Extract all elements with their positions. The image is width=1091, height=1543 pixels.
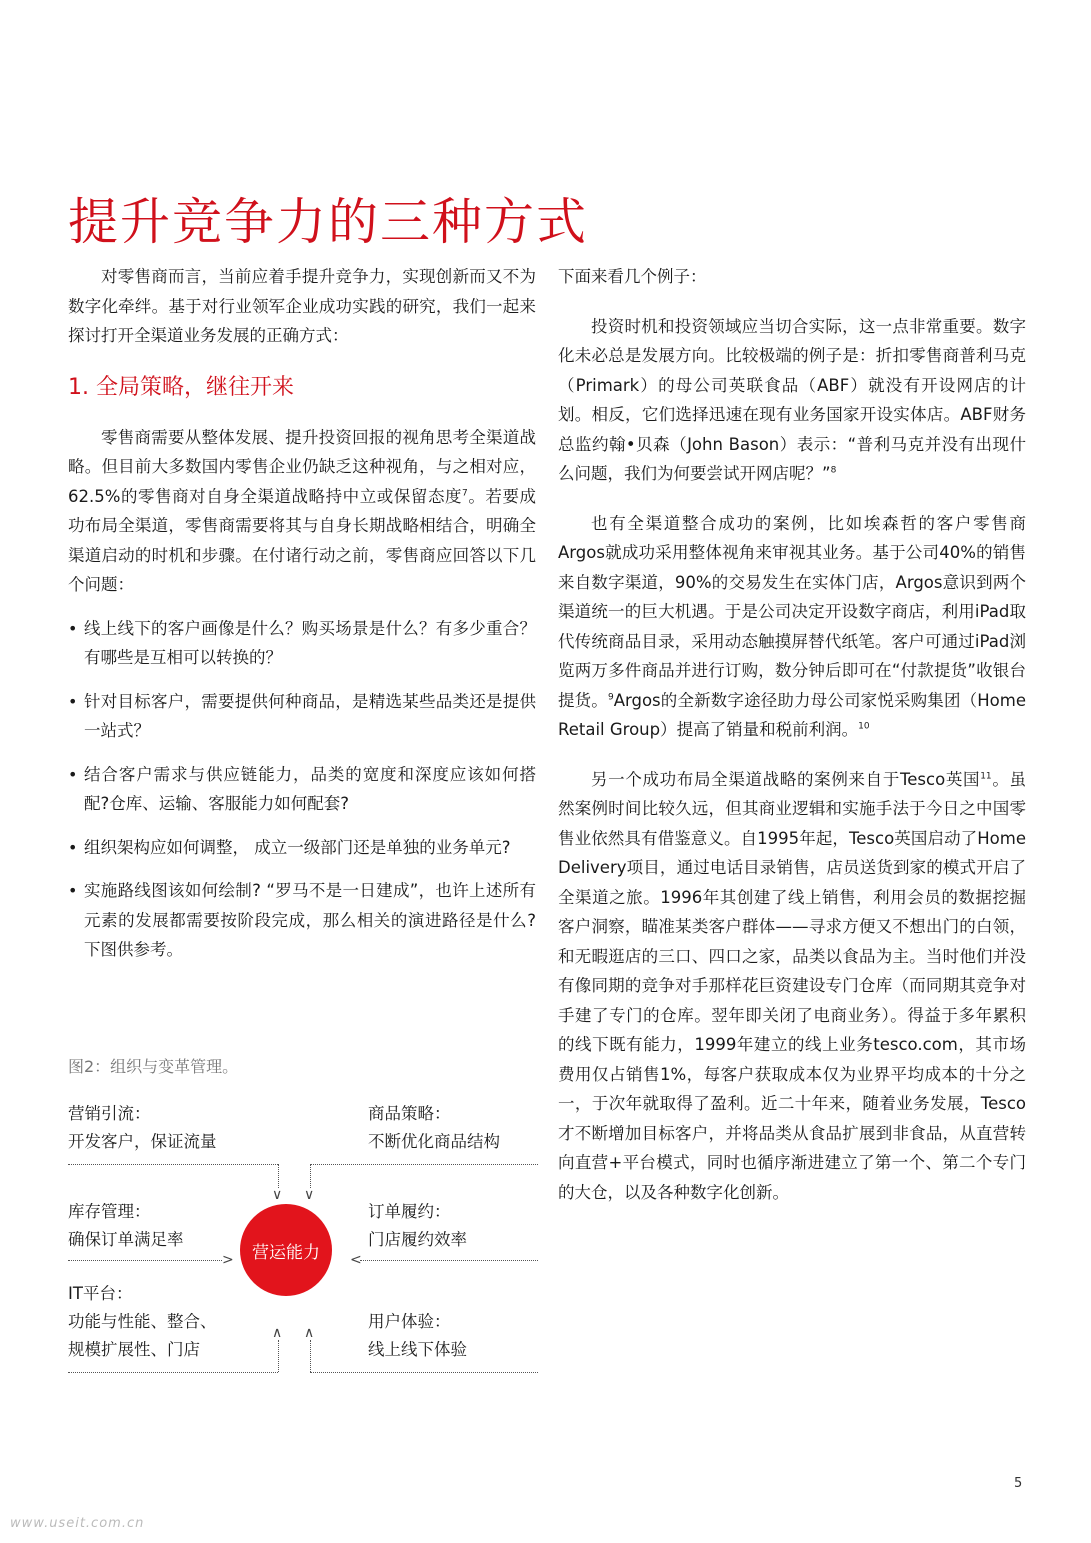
page-title: 提升竞争力的三种方式 (68, 192, 588, 251)
inventory-desc: 确保订单满足率 (68, 1230, 184, 1249)
arrow-up-icon: ∧ (272, 1325, 283, 1341)
marketing-connector (68, 1164, 278, 1165)
ux-connector-v (310, 1340, 311, 1372)
arrow-down-icon: ∨ (304, 1187, 315, 1203)
tesco-text-a: 另一个成功布局全渠道战略的案例来自于Tesco英国 (591, 769, 981, 789)
it-desc-2: 规模扩展性、门店 (68, 1340, 200, 1359)
list-item: • 实施路线图该如何绘制? “罗马不是一日建成”，也许上述所有元素的发展都需要按阶段完成，那么相关的演进路径是什么? 下图供参考。 (68, 876, 536, 965)
product-title: 商品策略： (368, 1104, 451, 1123)
footnote-ref[interactable]: 8 (830, 465, 837, 476)
strategy-text-a: 零售商需要从整体发展、提升投资回报的视角思考全渠道战略。但目前大多数国内零售企业仍缺乏这种视角，与之相对应，62.5%的零售商对自身全渠道战略持中立或保留态度 (68, 427, 536, 506)
right-column (558, 262, 1026, 1207)
question-list (68, 614, 536, 965)
footnote-ref[interactable]: 10 (858, 721, 870, 732)
examples-intro: 下面来看几个例子： (558, 267, 707, 286)
section-heading: 1. 全局策略，继往开来 (68, 374, 294, 400)
inventory-title: 库存管理： (68, 1202, 151, 1221)
footnote-ref[interactable]: 7 (462, 488, 468, 498)
product-desc: 不断优化商品结构 (368, 1132, 500, 1151)
ux-title: 用户体验： (368, 1312, 451, 1331)
ux-connector (310, 1372, 538, 1373)
argos-text-a: 也有全渠道整合成功的案例，比如埃森哲的客户零售商Argos就成功采用整体视角来审视其业务。基于公司40%的销售来自数字渠道，90%的交易发生在实体门店，Argos意识到两个渠道统一的巨大机遇。于是公司决定开设数字商店，利用iPad取代传统商品目录，采用动态触摸屏替代纸笔。客户可通过iPad浏览两万多件商品并进行订购，数分钟后即可在“付款提货”收银台提货。 (558, 513, 1026, 710)
marketing-desc: 开发客户，保证流量 (68, 1132, 217, 1151)
figure-caption: 图2：组织与变革管理。 (68, 1057, 239, 1076)
list-item: • 针对目标客户，需要提供何种商品，是精选某些品类还是提供一站式？ (68, 687, 536, 746)
org-change-diagram (68, 1100, 538, 1390)
it-title: IT平台： (68, 1284, 133, 1303)
strategy-paragraph (68, 423, 536, 600)
product-connector-v (310, 1164, 311, 1188)
argos-text-b: Argos的全新数字途径助力母公司家悦采购集团（Home Retail Group）提高了销量和税前利润。 (558, 690, 1026, 739)
inventory-connector (68, 1260, 222, 1261)
tesco-text-b: 。虽然案例时间比较久远，但其商业逻辑和实施手法于今日之中国零售业依然具有借鉴意义。自1995年起，Tesco英国启动了Home Delivery项目，通过电话目录销售，店员送货到家的模式开启了全渠道之旅。1996年其创建了线上销售，利用会员的数据挖掘客户洞察，瞄准某类客户群体——寻求方便又不想出门的白领，和无暇逛店的三口、四口之家，品类以食品为主。当时他们并没有像同期的竞争对手那样花巨资建设专门仓库（而同期其竞争对手建了专门的仓库。翌年即关闭了电商业务）。得益于多年累积的线下既有能力，1999年建立的线上业务tesco.com，其市场费用仅占销售1%，每客户获取成本仅为业界平均成本的十分之一，于次年就取得了盈利。近二十年来，随着业务发展，Tesco才不断增加目标客户，并将品类从食品扩展到非食品，从直营转向直营+平台模式，同时也循序渐进建立了第一个、第二个专门的大仓，以及各种数字化创新。 (558, 769, 1026, 1202)
arrow-left-icon: < (350, 1252, 362, 1268)
product-connector (310, 1164, 538, 1165)
it-connector-v (278, 1340, 279, 1372)
watermark: www.useit.com.cn (10, 1516, 145, 1531)
page-number: 5 (1014, 1476, 1023, 1491)
marketing-connector-v (278, 1164, 279, 1188)
footnote-ref[interactable]: 9 (607, 692, 614, 702)
list-item: • 线上线下的客户画像是什么？购买场景是什么？有多少重合？有哪些是互相可以转换的？ (68, 614, 536, 673)
argos-paragraph (558, 509, 1026, 745)
primark-paragraph (558, 312, 1026, 489)
footnote-ref[interactable]: 11 (980, 771, 992, 781)
order-title: 订单履约： (368, 1202, 451, 1221)
primark-text: 投资时机和投资领域应当切合实际，这一点非常重要。数字化未必总是发展方向。比较极端的例子是：折扣零售商普利马克（Primark）的母公司英联食品（ABF）就没有开设网店的计划。相反，它们选择迅速在现有业务国家开设实体店。ABF财务总监约翰•贝森（John Bason）表示：“普利马克并没有出现什么问题，我们为何要尝试开网店呢？” (558, 316, 1026, 483)
arrow-up-icon: ∧ (304, 1325, 315, 1341)
list-item: • 结合客户需求与供应链能力，品类的宽度和深度应该如何搭配?仓库、运输、客服能力如何配套? (68, 760, 536, 819)
arrow-right-icon: > (222, 1252, 234, 1268)
list-item: • 组织架构应如何调整， 成立一级部门还是单独的业务单元? (68, 833, 536, 863)
operations-capability-circle: 营运能力 (240, 1204, 332, 1296)
it-connector (68, 1372, 278, 1373)
it-desc-1: 功能与性能、整合、 (68, 1312, 217, 1331)
order-connector (360, 1260, 538, 1261)
tesco-paragraph (558, 765, 1026, 1208)
intro-paragraph: 对零售商而言，当前应着手提升竞争力，实现创新而又不为数字化牵绊。基于对行业领军企业成功实践的研究，我们一起来探讨打开全渠道业务发展的正确方式： (68, 267, 536, 345)
arrow-down-icon: ∨ (272, 1187, 283, 1203)
order-desc: 门店履约效率 (368, 1230, 467, 1249)
marketing-title: 营销引流： (68, 1104, 151, 1123)
left-column (68, 262, 536, 979)
ux-desc: 线上线下体验 (368, 1340, 467, 1359)
strategy-text-b: 。若要成功布局全渠道，零售商需要将其与自身长期战略相结合，明确全渠道启动的时机和步骤。在付诸行动之前，零售商应回答以下几个问题： (68, 486, 536, 594)
